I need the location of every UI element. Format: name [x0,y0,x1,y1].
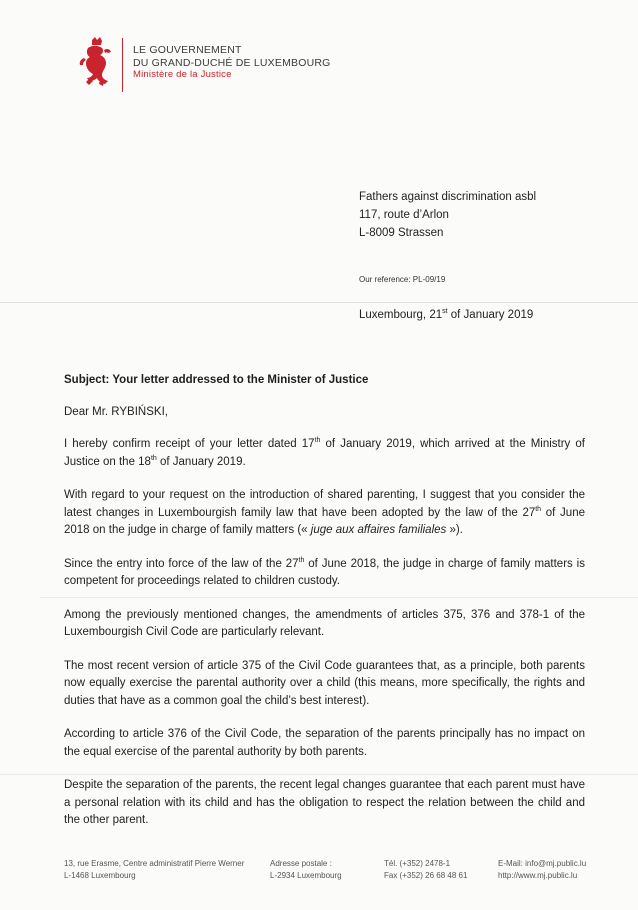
footer-postal [270,858,342,882]
paragraph-1: I hereby confirm receipt of your letter dated 17th of January 2019, which arrived at the Ministry of Justice on the 18th of January 2019. [64,437,586,468]
gov-line-2: DU GRAND-DUCHÉ DE LUXEMBOURG [133,56,331,69]
addressee-block [359,188,536,242]
footer-website: http://www.mj.public.lu [498,871,578,880]
letter-subject: Subject: Your letter addressed to the Minister of Justice [64,374,369,386]
footer-email: E-Mail: info@mj.public.lu [498,859,587,868]
date-place: Luxembourg, 21 [359,309,443,321]
addressee-street: 117, route d’Arlon [359,209,449,221]
header-divider [122,38,123,92]
footer-postal-city: L-2934 Luxembourg [270,871,342,880]
paragraph-5: The most recent version of article 375 of the Civil Code guarantees that, as a principle, both parents now equally exercise the parental authority over a child (this means, more specifically, the rights and duties that have as a common goal the child’s best interest). [64,659,585,707]
gov-line-1: LE GOUVERNEMENT [133,44,242,56]
paragraph-4: Among the previously mentioned changes, the amendments of articles 375, 376 and 378-1 of the Luxembourgish Civil Code are particularly relevant. [64,608,585,638]
footer-tel: Tél. (+352) 2478-1 [384,859,451,868]
footer-address-line-2: L-1468 Luxembourg [64,871,136,880]
letter-date [359,309,533,321]
footer-address [64,858,244,882]
salutation: Dear Mr. RYBIŃSKI, [64,406,168,418]
footer-contact [498,858,586,882]
our-reference: Our reference: PL-09/19 [359,275,446,284]
paragraph-2: With regard to your request on the introduction of shared parenting, I suggest that you consider the latest changes in Luxembourgish family law that have been adopted by the law of the 27th of June 2018 on the judge in charge of family matters (« juge aux affaires familiales »). [64,489,585,536]
ministry-name: Ministère de la Justice [133,69,232,80]
date-rest: of January 2019 [447,309,534,321]
government-header [133,44,331,82]
footer-phone [384,858,467,882]
footer-fax: Fax (+352) 26 68 48 61 [384,871,468,880]
footer-address-line-1: 13, rue Erasme, Centre administratif Pierre Werner [64,859,245,868]
letter-body [64,436,585,846]
paragraph-7: Despite the separation of the parents, the recent legal changes guarantee that each parent must have a personal relation with its child and has the obligation to respect the relation between the child and the other parent. [64,779,585,826]
addressee-city: L-8009 Strassen [359,227,444,239]
addressee-name: Fathers against discrimination asbl [359,191,537,203]
footer-postal-label: Adresse postale : [270,859,332,868]
paragraph-6: According to article 376 of the Civil Code, the separation of the parents principally has no impact on the equal exercise of the parental authority by both parents. [64,728,585,758]
date-suffix: st [442,308,448,316]
scan-line [0,302,638,303]
red-lion-crest-icon [78,36,114,88]
paragraph-3: Since the entry into force of the law of the 27th of June 2018, the judge in charge of family matters is competent for proceedings related to children custody. [64,556,585,587]
